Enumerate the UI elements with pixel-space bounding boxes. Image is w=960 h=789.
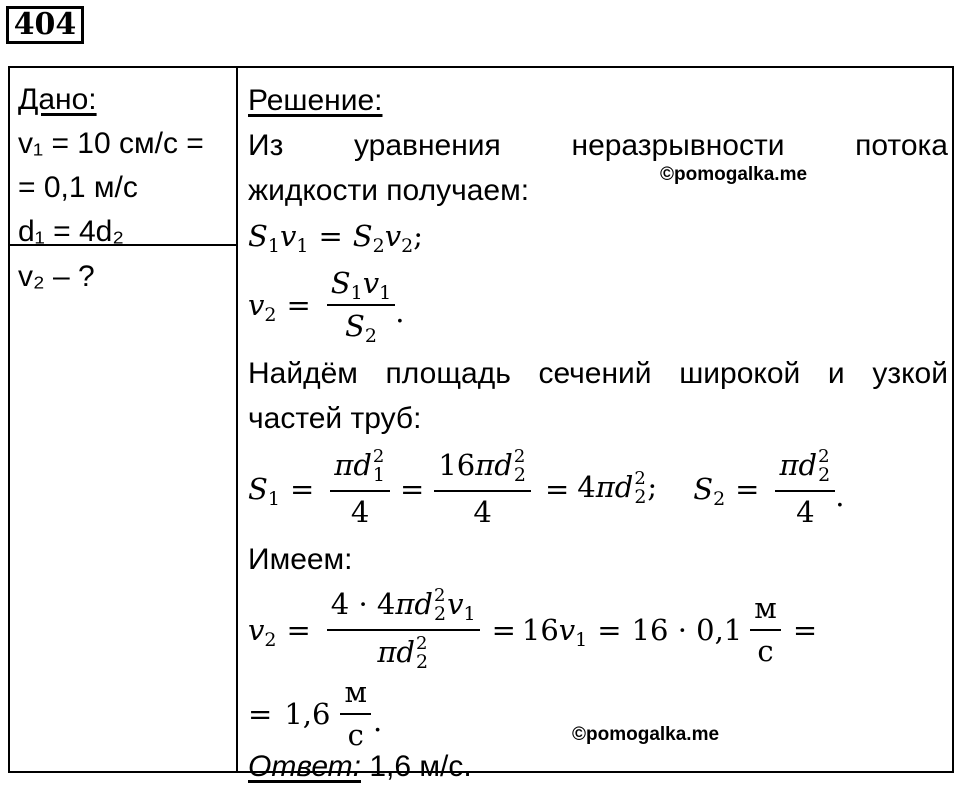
given-data [10,68,236,246]
find-line: v₂ – ? [18,260,95,293]
solution-table [8,66,954,783]
solution-column [248,78,948,789]
result-continued: = 1,6 $\frac{м}{с}$ . [248,674,383,752]
area-formula: $S_1$ = πd 2 1 4 = 16πd 2 2 4 = 4πd 2 2 ; $S_2$ = πd 2 2 4 . [248,446,845,530]
solution-text: Имеем: [248,543,353,576]
problem-number: 404 [6,6,84,44]
solution-text: частей труб: [248,402,422,435]
given-line: = 0,1 м/с [18,171,138,204]
unit-numerator: м [340,676,371,715]
solution-text: Найдём площадь сечений широкой и узкой [248,357,948,390]
answer-label: Ответ: [248,750,361,783]
result-formula: $v_2$ = 4 · 4πd 2 2 $v_1$ πd 2 2 = $16v_1$ = 16 · 0,1 $\frac{м}{с}$ = [248,585,818,673]
answer-line [248,744,948,789]
watermark: ©pomogalka.me [572,724,720,745]
continuity-equation: $S_1v_1$ = $S_2v_2$; [248,219,423,257]
given-column [10,68,238,771]
unit-denominator: с [347,718,364,752]
given-line: d₁ = 4d₂ [18,215,125,248]
given-heading: Дано: [18,83,97,116]
given-line: v₁ = 10 см/с = [18,127,204,160]
solution-heading: Решение: [248,84,383,117]
unit-numerator: м [750,592,781,631]
solution-text: жидкости получаем: [248,174,530,207]
solution-text: Из уравнения неразрывности потока [248,129,948,162]
velocity-formula: $v_2$ = $\frac{S_1v_1}{S_2}$ . [248,265,405,347]
answer-value: 1,6 м/с. [361,750,472,783]
unit-denominator: с [757,634,774,668]
watermark: ©pomogalka.me [660,164,808,185]
